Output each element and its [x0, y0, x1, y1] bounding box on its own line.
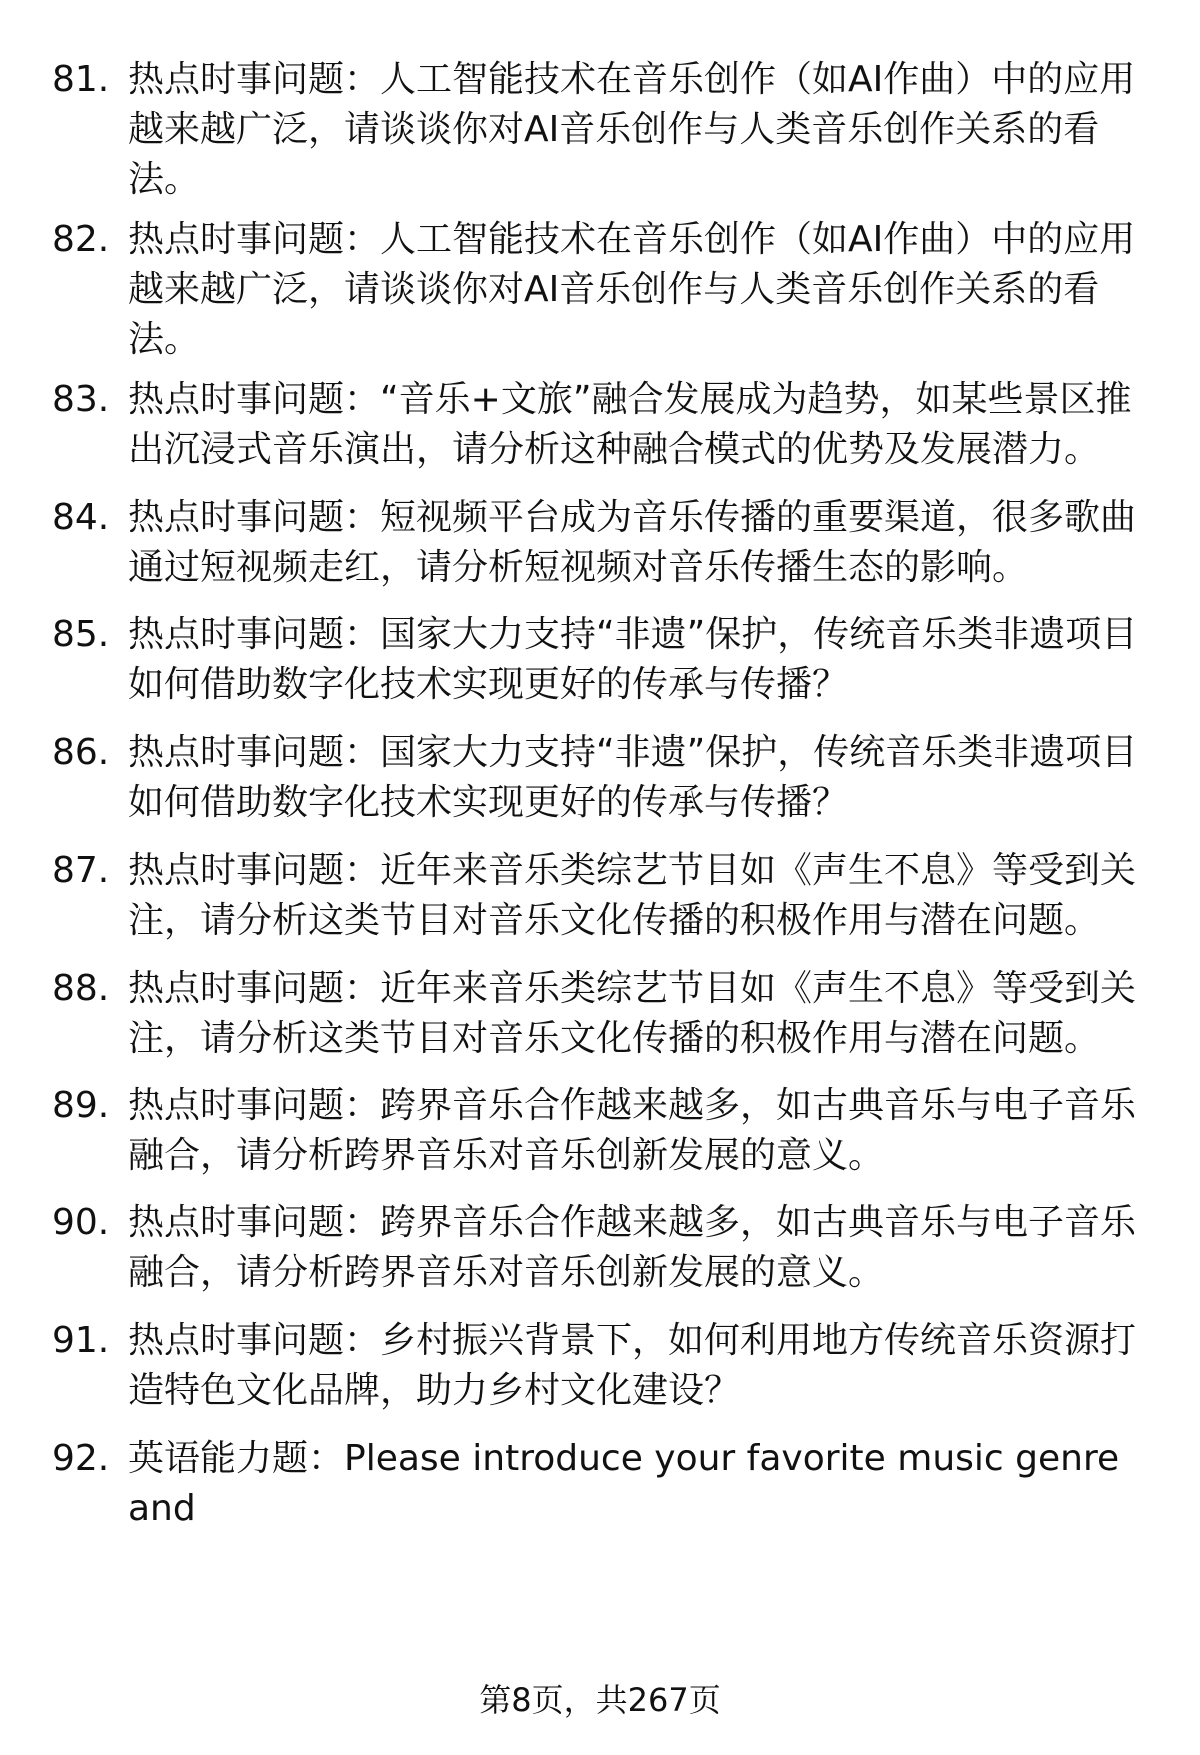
question-text: 热点时事问题：人工智能技术在音乐创作（如AI作曲）中的应用越来越广泛，请谈谈你对AI音乐创作与人类音乐创作关系的看法。 [128, 219, 1136, 360]
question-number: 81. [52, 59, 110, 100]
question-text: 热点时事问题：近年来音乐类综艺节目如《声生不息》等受到关注，请分析这类节目对音乐文化传播的积极作用与潜在问题。 [128, 968, 1137, 1059]
question-number: 92. [52, 1438, 110, 1479]
question-text: 热点时事问题：人工智能技术在音乐创作（如AI作曲）中的应用越来越广泛，请谈谈你对AI音乐创作与人类音乐创作关系的看法。 [128, 59, 1136, 200]
question-number: 83. [52, 379, 110, 420]
question-text: 热点时事问题：短视频平台成为音乐传播的重要渠道，很多歌曲通过短视频走红，请分析短视频对音乐传播生态的影响。 [128, 497, 1137, 588]
question-number: 90. [52, 1202, 110, 1243]
question-text: 英语能力题：Please introduce your favorite music genre and [128, 1438, 1120, 1529]
question-text: 热点时事问题：“音乐+文旅”融合发展成为趋势，如某些景区推出沉浸式音乐演出，请分析这种融合模式的优势及发展潜力。 [128, 379, 1132, 470]
question-number: 84. [52, 497, 110, 538]
question-number: 88. [52, 968, 110, 1009]
question-text: 热点时事问题：国家大力支持“非遗”保护，传统音乐类非遗项目如何借助数字化技术实现更好的传承与传播？ [128, 614, 1138, 705]
question-number: 82. [52, 219, 110, 260]
question-text: 热点时事问题：国家大力支持“非遗”保护，传统音乐类非遗项目如何借助数字化技术实现更好的传承与传播？ [128, 732, 1138, 823]
question-text: 热点时事问题：近年来音乐类综艺节目如《声生不息》等受到关注，请分析这类节目对音乐文化传播的积极作用与潜在问题。 [128, 850, 1137, 941]
question-number: 86. [52, 732, 110, 773]
question-number: 87. [52, 850, 110, 891]
question-text: 热点时事问题：乡村振兴背景下，如何利用地方传统音乐资源打造特色文化品牌，助力乡村文化建设？ [128, 1320, 1137, 1411]
question-text: 热点时事问题：跨界音乐合作越来越多，如古典音乐与电子音乐融合，请分析跨界音乐对音乐创新发展的意义。 [128, 1202, 1137, 1293]
page-footer: 第8页，共267页 [479, 1681, 721, 1719]
question-number: 89. [52, 1085, 110, 1126]
question-text: 热点时事问题：跨界音乐合作越来越多，如古典音乐与电子音乐融合，请分析跨界音乐对音乐创新发展的意义。 [128, 1085, 1137, 1176]
question-number: 91. [52, 1320, 110, 1361]
question-number: 85. [52, 614, 110, 655]
